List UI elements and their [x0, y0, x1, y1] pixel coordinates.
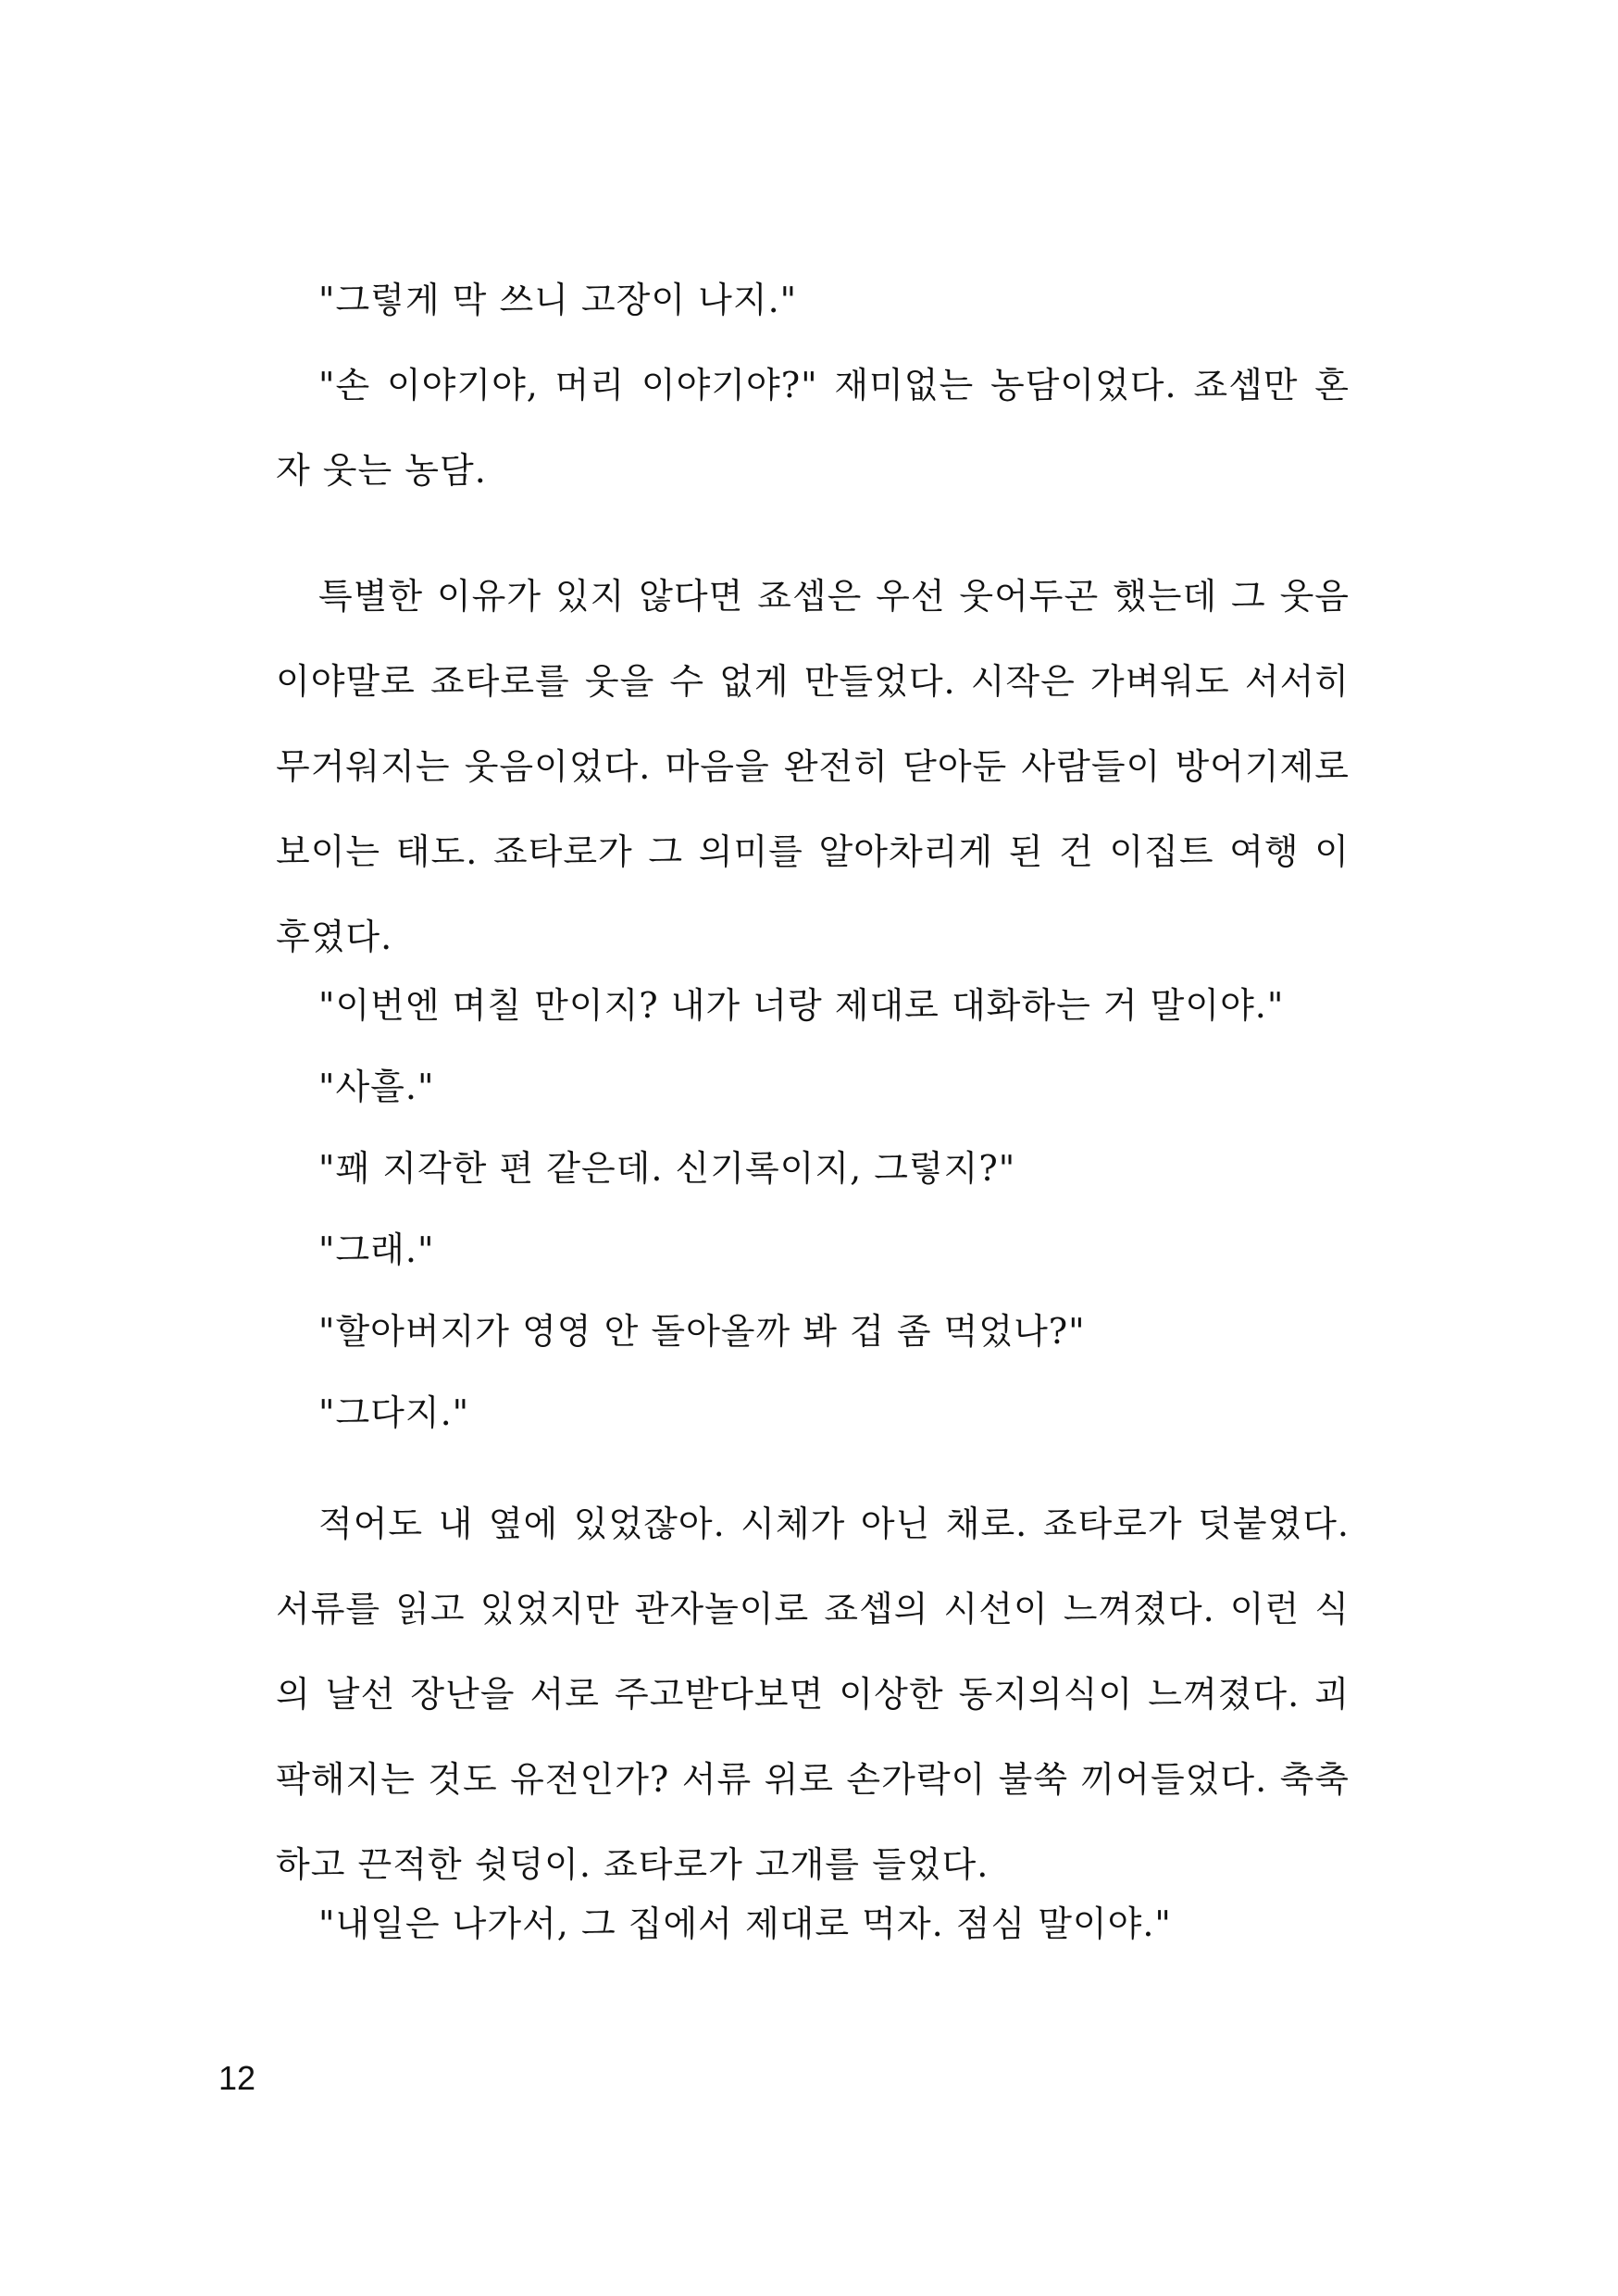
paragraph-dialogue: "할아버지가 영영 안 돌아올까 봐 겁 좀 먹었나?": [318, 1311, 1086, 1352]
paragraph-dialogue: "사흘.": [318, 1067, 435, 1107]
paragraph-dialogue: "그다지.": [318, 1392, 470, 1433]
paragraph-dialogue-narration: "손 이야기야, 머리 이야기야?" 재미없는 농담이었다. 죠셉만 혼자 웃는 농담.: [276, 365, 1350, 491]
paragraph-dialogue: "내일은 나가서, 그 집에서 제대로 먹자. 점심 말이야.": [318, 1903, 1172, 1944]
paragraph-dialogue: "꽤 지각한 편 같은데. 신기록이지, 그렇지?": [318, 1148, 1016, 1189]
paragraph-narration: 적어도 내 옆에 있었잖아. 시체가 아닌 채로. 죠타로가 덧붙였다. 서류를 읽고 있었지만 관자놀이로 죠셉의 시선이 느껴졌다. 이런 식의 날선 장난을 서로 주고받다보면 이상한 동지의식이 느껴졌다. 괴팍해지는 것도 유전인가? 서류 위로 손가락이 불쑥 끼어들었다. 축축하고 끈적한 쉿덩이. 죠타로가 고개를 들었다.: [276, 1504, 1350, 1885]
paragraph-dialogue: "그렇게 막 쓰니 고장이 나지.": [318, 280, 798, 320]
page-number: 12: [218, 2059, 256, 2097]
paragraph-dialogue: "이번엔 며칠 만이지? 내가 너랑 제대로 대화하는 거 말이야.": [318, 985, 1285, 1026]
paragraph-narration: 특별한 이유가 있지 않다면 죠셉은 우선 웃어두곤 했는데 그 웃음이야말로 죠타로를 웃을 수 없게 만들었다. 시작은 가벼워도 서서히 무거워지는 웃음이었다. 마음을 완전히 닫아둔 사람들이 방어기제로 보이는 태도. 죠타로가 그 의미를 알아차리게 된 건 이집트 여행 이후였다.: [276, 576, 1350, 957]
paragraph-dialogue: "그래.": [318, 1229, 435, 1270]
